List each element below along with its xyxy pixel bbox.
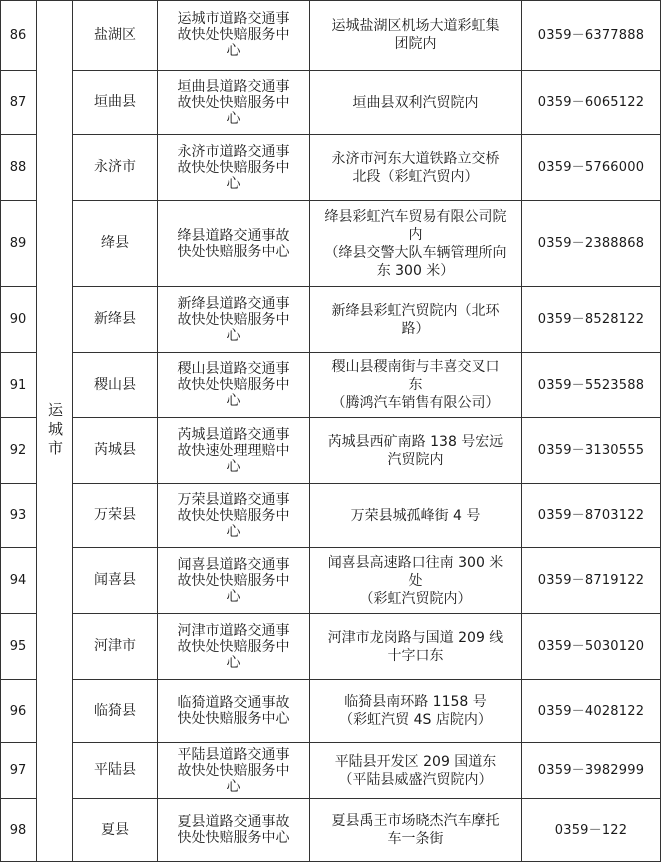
address-cell: [310, 548, 522, 614]
phone-cell-text: 0359－8703122: [537, 508, 645, 523]
service-center-cell: [158, 135, 310, 201]
row-number-cell: [0, 353, 37, 418]
row-number-cell-text: 92: [9, 443, 27, 458]
phone-cell: [522, 548, 661, 614]
service-center-cell: [158, 71, 310, 135]
address-cell-text: 万荣县城孤峰街 4 号: [350, 507, 481, 524]
county-cell-text: 万荣县: [94, 507, 136, 523]
address-cell: [310, 71, 522, 135]
row-number-cell: [0, 418, 37, 484]
service-center-cell: [158, 201, 310, 287]
county-cell: [73, 680, 158, 743]
phone-cell-text: 0359－2388868: [537, 236, 645, 251]
county-cell-text: 闻喜县: [94, 572, 136, 588]
address-cell: [310, 799, 522, 862]
service-center-cell: [158, 0, 310, 71]
row-number-cell-text: 95: [9, 639, 27, 654]
row-number-cell: [0, 201, 37, 287]
row-number-cell-text: 90: [9, 312, 27, 327]
service-center-cell-text: 垣曲县道路交通事 故快处快赔服务中 心: [177, 78, 290, 127]
phone-cell-text: 0359－3130555: [537, 443, 645, 458]
city-cell: 运城市: [37, 0, 73, 862]
address-cell: [310, 743, 522, 799]
service-center-cell-text: 平陆县道路交通事 故快处快赔服务中 心: [177, 746, 290, 795]
phone-cell-text: 0359－8528122: [537, 312, 645, 327]
county-cell: [73, 418, 158, 484]
county-cell: [73, 548, 158, 614]
county-cell-text: 河津市: [94, 638, 136, 654]
service-center-cell: [158, 287, 310, 353]
service-center-cell: [158, 680, 310, 743]
county-cell-text: 永济市: [94, 159, 136, 175]
row-number-cell-text: 86: [9, 27, 27, 43]
row-number-cell: [0, 287, 37, 353]
phone-cell: [522, 201, 661, 287]
address-cell: [310, 201, 522, 287]
phone-cell: [522, 418, 661, 484]
address-cell-text: 芮城县西矿南路 138 号宏远 汽贸院内: [327, 433, 504, 468]
row-number-cell: [0, 680, 37, 743]
county-cell-text: 新绛县: [94, 311, 136, 327]
address-cell: [310, 680, 522, 743]
county-cell: [73, 0, 158, 71]
county-cell-text: 临猗县: [94, 702, 136, 719]
row-number-cell-text: 98: [9, 822, 27, 838]
row-number-cell: [0, 484, 37, 548]
service-center-cell: [158, 614, 310, 680]
row-number-cell: [0, 0, 37, 71]
phone-cell-text: 0359－6065122: [537, 95, 645, 110]
county-cell-text: 绛县: [101, 235, 129, 251]
county-cell: [73, 71, 158, 135]
service-center-cell: [158, 799, 310, 862]
phone-cell: [522, 680, 661, 743]
address-cell: [310, 287, 522, 353]
county-cell: [73, 484, 158, 548]
address-cell: [310, 353, 522, 418]
phone-cell: [522, 799, 661, 862]
phone-cell-text: 0359－8719122: [537, 573, 645, 588]
phone-cell: [522, 353, 661, 418]
county-cell: [73, 135, 158, 201]
service-center-cell-text: 芮城县道路交通事 故快速处理理赔中 心: [177, 426, 290, 475]
service-center-cell: [158, 548, 310, 614]
phone-cell: [522, 135, 661, 201]
phone-cell: [522, 484, 661, 548]
address-cell-text: 垣曲县双利汽贸院内: [352, 94, 479, 111]
service-center-cell: [158, 484, 310, 548]
address-cell: [310, 135, 522, 201]
row-number-cell: [0, 135, 37, 201]
phone-cell-text: 0359－3982999: [537, 763, 645, 778]
address-cell-text: 闻喜县高速路口往南 300 米 处 （彩虹汽贸院内）: [327, 554, 504, 607]
address-cell-text: 临猗县南环路 1158 号 （彩虹汽贸 4S 店院内）: [339, 694, 492, 728]
row-number-cell: [0, 548, 37, 614]
address-cell: [310, 418, 522, 484]
row-number-cell: [0, 71, 37, 135]
phone-cell-text: 0359－5030120: [537, 639, 645, 654]
phone-cell-text: 0359－5766000: [537, 160, 645, 175]
row-number-cell-text: 93: [9, 508, 27, 523]
county-cell: [73, 743, 158, 799]
county-cell-text: 平陆县: [94, 762, 136, 778]
service-center-cell-text: 稷山县道路交通事 故快处快赔服务中 心: [177, 361, 290, 409]
county-cell-text: 夏县: [101, 821, 129, 838]
row-number-cell: [0, 743, 37, 799]
service-center-cell-text: 临猗道路交通事故 快处快赔服务中心: [177, 695, 290, 727]
address-cell-text: 夏县禹王市场晓杰汽车摩托 车一条街: [331, 813, 500, 847]
phone-cell-text: 0359－4028122: [537, 703, 645, 719]
phone-cell-text: 0359－122: [554, 822, 628, 838]
service-center-cell-text: 闻喜县道路交通事 故快处快赔服务中 心: [177, 556, 290, 605]
address-cell-text: 新绛县彩虹汽贸院内（北环 路）: [331, 302, 500, 337]
service-center-cell-text: 运城市道路交通事 故快处快赔服务中 心: [177, 11, 290, 59]
row-number-cell-text: 96: [9, 703, 27, 719]
row-number-cell-text: 89: [9, 236, 27, 251]
county-cell-text: 稷山县: [94, 376, 136, 393]
address-cell-text: 绛县彩虹汽车贸易有限公司院 内 （绛县交警大队车辆管理所向 东 300 米）: [324, 208, 507, 279]
phone-cell: [522, 743, 661, 799]
address-cell-text: 平陆县开发区 209 国道东 （平陆县威盛汽贸院内）: [334, 753, 497, 788]
row-number-cell-text: 94: [9, 573, 27, 588]
service-center-cell-text: 夏县道路交通事故 快处快赔服务中心: [177, 814, 290, 846]
service-center-cell-text: 河津市道路交通事 故快处快赔服务中 心: [177, 622, 290, 671]
row-number-cell-text: 97: [9, 763, 27, 778]
service-center-cell-text: 新绛县道路交通事 故快处快赔服务中 心: [177, 295, 290, 344]
address-cell-text: 河津市龙岗路与国道 209 线 十字口东: [327, 629, 504, 664]
service-center-cell-text: 绛县道路交通事故 快处快赔服务中心: [177, 227, 290, 260]
row-number-cell-text: 88: [9, 160, 27, 175]
service-center-cell: [158, 418, 310, 484]
address-cell-text: 稷山县稷南街与丰喜交叉口 东 （腾鸿汽车销售有限公司）: [331, 359, 500, 411]
row-number-cell-text: 91: [9, 377, 27, 393]
phone-cell-text: 0359－5523588: [537, 377, 645, 393]
county-cell-text: 垣曲县: [94, 94, 136, 110]
row-number-cell: [0, 614, 37, 680]
address-cell-text: 运城盐湖区机场大道彩虹集 团院内: [331, 18, 500, 52]
phone-cell: [522, 0, 661, 71]
row-number-cell: [0, 799, 37, 862]
phone-cell: [522, 71, 661, 135]
address-cell: [310, 484, 522, 548]
row-number-cell-text: 87: [9, 95, 27, 110]
county-cell: [73, 614, 158, 680]
county-cell: [73, 287, 158, 353]
service-center-cell-text: 永济市道路交通事 故快处快赔服务中 心: [177, 143, 290, 192]
phone-cell-text: 0359－6377888: [537, 27, 645, 43]
address-cell: [310, 0, 522, 71]
address-cell-text: 永济市河东大道铁路立交桥 北段（彩虹汽贸内）: [331, 150, 500, 185]
county-cell: [73, 201, 158, 287]
service-center-cell-text: 万荣县道路交通事 故快处快赔服务中 心: [177, 491, 290, 540]
county-cell: [73, 799, 158, 862]
address-cell: [310, 614, 522, 680]
phone-cell: [522, 614, 661, 680]
service-center-cell: [158, 743, 310, 799]
county-cell: [73, 353, 158, 418]
county-cell-text: 芮城县: [94, 442, 136, 458]
county-cell-text: 盐湖区: [94, 26, 136, 43]
phone-cell: [522, 287, 661, 353]
service-center-cell: [158, 353, 310, 418]
